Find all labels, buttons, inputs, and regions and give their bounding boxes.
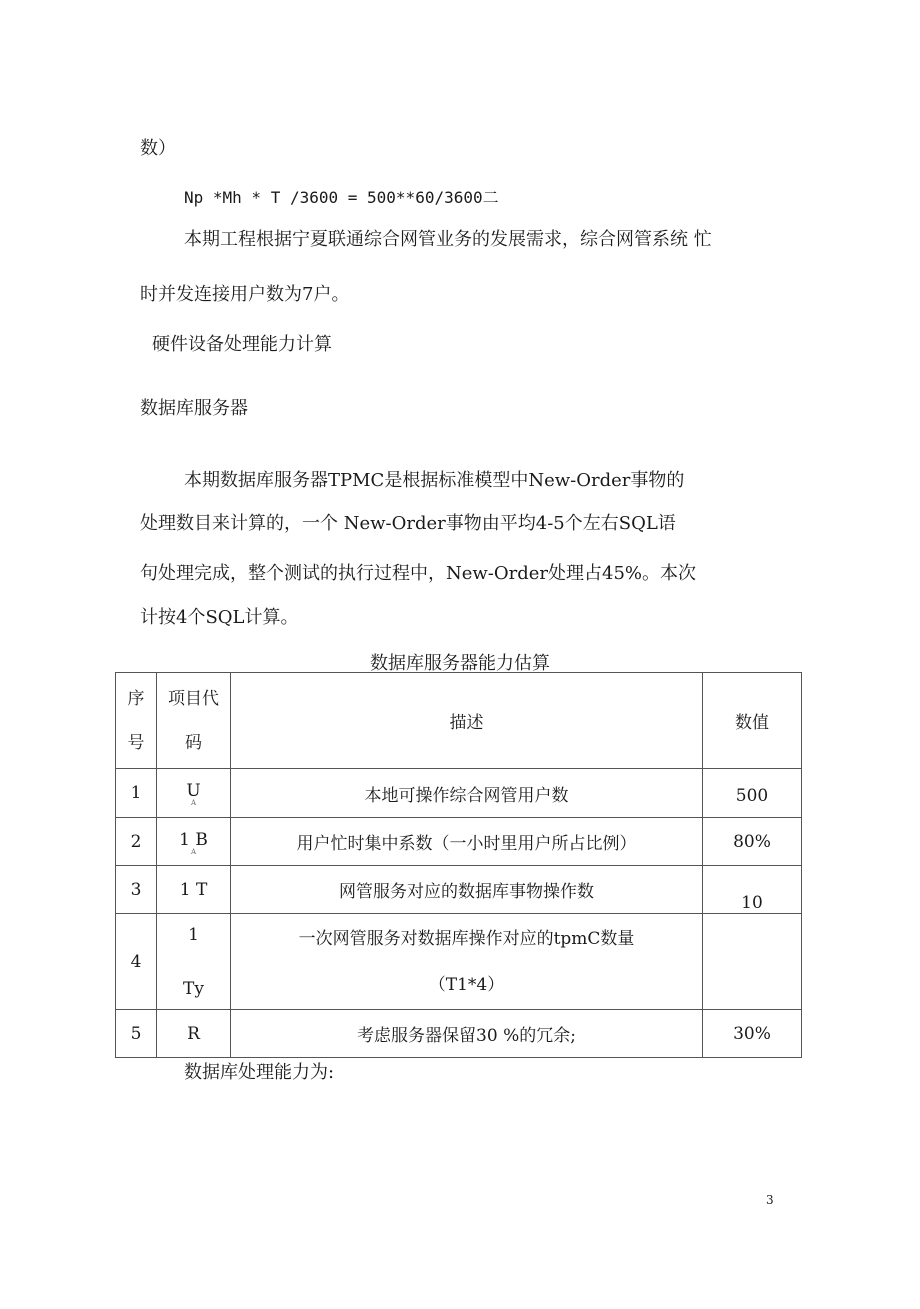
text-line: 句处理完成，整个测试的执行过程中，New-Order处理占45%。本次: [140, 563, 697, 584]
table-caption: 数据库服务器能力估算: [370, 653, 550, 674]
table-row: [116, 818, 802, 866]
text-line: 数据库处理能力为:: [184, 1062, 335, 1083]
desc-text-a: 一次网管服务对数据库操作对应的tpmC数量: [298, 928, 635, 949]
header-seq-b: 号: [127, 732, 145, 753]
code-text-a: 1: [188, 924, 199, 945]
estimate-table: [115, 672, 802, 1058]
table-row: [116, 769, 802, 818]
cell-seq: 5: [116, 1010, 157, 1058]
desc-text-b: （T1*4）: [428, 974, 505, 995]
header-value: 数值: [703, 673, 802, 769]
cell-seq: 3: [116, 866, 157, 914]
code-subscript: A: [190, 799, 197, 807]
header-code: [157, 673, 231, 769]
code-text: 1 B: [179, 829, 208, 850]
formula-line: Np *Mh * T /3600 = 500**60/3600二: [184, 188, 499, 207]
text-line: 本期数据库服务器TPMC是根据标准模型中New-Order事物的: [184, 470, 685, 491]
page-number: 3: [766, 1193, 774, 1207]
code-subscript: A: [190, 847, 197, 856]
text-line: 数）: [140, 138, 176, 159]
cell-seq: 4: [116, 914, 157, 1010]
code-text-b: Ty: [183, 978, 204, 999]
table-header-row: [116, 673, 802, 769]
cell-desc: [231, 914, 703, 1010]
cell-code: [157, 914, 231, 1010]
section-heading: 硬件设备处理能力计算: [152, 334, 332, 355]
cell-desc: 用户忙时集中系数（一小时里用户所占比例）: [231, 818, 703, 866]
cell-value: [703, 914, 802, 1010]
cell-desc: 本地可操作综合网管用户数: [231, 769, 703, 818]
cell-desc: 考虑服务器保留30 %的冗余;: [231, 1010, 703, 1058]
header-desc: 描述: [231, 673, 703, 769]
cell-value: 80%: [703, 818, 802, 866]
cell-value: 10: [703, 866, 802, 914]
subsection-heading: 数据库服务器: [140, 398, 248, 419]
header-seq: [116, 673, 157, 769]
table-row: [116, 866, 802, 914]
cell-code: [157, 769, 231, 818]
code-text: U: [186, 781, 201, 801]
cell-seq: 2: [116, 818, 157, 866]
table-row: [116, 914, 802, 1010]
cell-code: 1 T: [157, 866, 231, 914]
header-code-b: 码: [185, 732, 202, 753]
header-code-a: 项目代: [168, 688, 219, 709]
text-line: 计按4个SQL计算。: [140, 607, 299, 628]
header-seq-a: 序: [127, 688, 145, 709]
cell-value: 500: [703, 769, 802, 818]
table-row: [116, 1010, 802, 1058]
cell-code: R: [157, 1010, 231, 1058]
cell-value: 30%: [703, 1010, 802, 1058]
cell-seq: 1: [116, 769, 157, 818]
text-line: 本期工程根据宁夏联通综合网管业务的发展需求，综合网管系统 忙: [184, 229, 712, 250]
cell-code: [157, 818, 231, 866]
text-line: 时并发连接用户数为7户。: [140, 284, 350, 305]
cell-desc: 网管服务对应的数据库事物操作数: [231, 866, 703, 914]
text-line: 处理数目来计算的，一个 New-Order事物由平均4-5个左右SQL语: [140, 513, 676, 534]
